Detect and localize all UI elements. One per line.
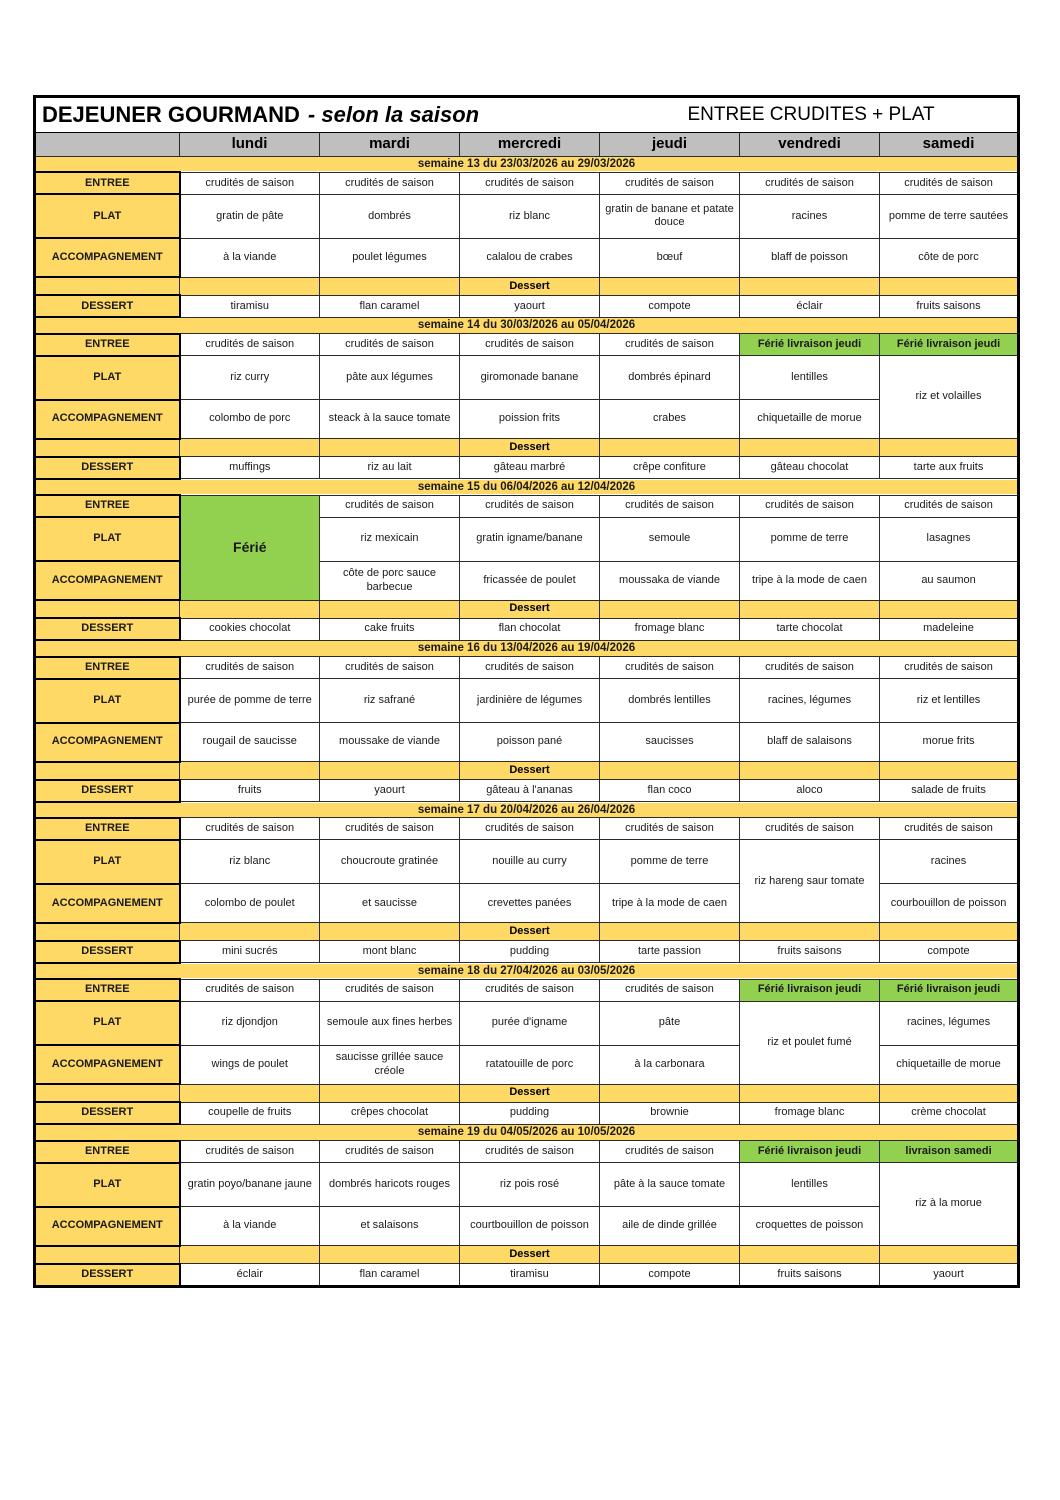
menu-cell: crudités de saison (880, 495, 1019, 517)
dessert-banner-cell (320, 1246, 460, 1264)
menu-cell: blaff de salaisons (740, 723, 880, 762)
dessert-banner-cell (320, 439, 460, 457)
menu-cell: colombo de porc (180, 400, 320, 439)
menu-cell: pomme de terre sautées (880, 194, 1019, 238)
dessert-banner-cell (35, 439, 180, 457)
row-label-dessert: DESSERT (35, 457, 180, 479)
menu-cell: flan caramel (320, 295, 460, 317)
menu-cell: crudités de saison (600, 657, 740, 679)
menu-cell: cookies chocolat (180, 618, 320, 640)
menu-cell: riz safrané (320, 679, 460, 723)
day-header-samedi: samedi (880, 133, 1019, 157)
menu-row-accompagnement (35, 723, 1019, 762)
menu-cell: crudités de saison (460, 334, 600, 356)
menu-cell: tarte aux fruits (880, 457, 1019, 479)
menu-row-dessert_banner (35, 1246, 1019, 1264)
menu-row-dessert (35, 457, 1019, 479)
day-header-lundi: lundi (180, 133, 320, 157)
dessert-banner-cell (740, 600, 880, 618)
row-label-accompagnement: ACCOMPAGNEMENT (35, 238, 180, 277)
menu-cell: crudités de saison (180, 818, 320, 840)
dessert-banner-cell (600, 439, 740, 457)
dessert-banner-cell (180, 1246, 320, 1264)
dessert-banner-cell (180, 923, 320, 941)
dessert-banner-cell (35, 600, 180, 618)
menu-cell: aloco (740, 780, 880, 802)
menu-row-accompagnement (35, 1207, 1019, 1246)
menu-row-plat (35, 1001, 1019, 1045)
menu-cell: lentilles (740, 356, 880, 400)
menu-cell: chiquetaille de morue (740, 400, 880, 439)
menu-cell: et saucisse (320, 884, 460, 923)
menu-cell: riz et volailles (880, 356, 1019, 439)
menu-cell: gâteau à l'ananas (460, 780, 600, 802)
menu-row-entree (35, 334, 1019, 356)
week-banner-row (35, 640, 1019, 656)
menu-cell: yaourt (460, 295, 600, 317)
menu-cell: riz pois rosé (460, 1163, 600, 1207)
menu-row-dessert (35, 1264, 1019, 1287)
menu-row-accompagnement (35, 238, 1019, 277)
week-banner: semaine 15 du 06/04/2026 au 12/04/2026 (35, 479, 1019, 495)
menu-cell: crêpes chocolat (320, 1102, 460, 1124)
menu-cell: riz blanc (180, 840, 320, 884)
menu-cell: à la carbonara (600, 1045, 740, 1084)
row-label-entree: ENTREE (35, 818, 180, 840)
menu-cell: crudités de saison (600, 334, 740, 356)
row-label-accompagnement: ACCOMPAGNEMENT (35, 1045, 180, 1084)
menu-row-accompagnement (35, 400, 1019, 439)
menu-cell: saucisse grillée sauce créole (320, 1045, 460, 1084)
menu-cell: crudités de saison (600, 818, 740, 840)
menu-cell: compote (880, 941, 1019, 963)
row-label-entree: ENTREE (35, 334, 180, 356)
menu-cell: madeleine (880, 618, 1019, 640)
dessert-banner-cell (320, 923, 460, 941)
menu-cell: crudités de saison (740, 818, 880, 840)
menu-cell: tripe à la mode de caen (600, 884, 740, 923)
menu-cell: calalou de crabes (460, 238, 600, 277)
dessert-banner-cell (35, 1246, 180, 1264)
menu-cell: bœuf (600, 238, 740, 277)
dessert-banner-cell (740, 762, 880, 780)
menu-cell: nouille au curry (460, 840, 600, 884)
menu-cell: croquettes de poisson (740, 1207, 880, 1246)
menu-cell: brownie (600, 1102, 740, 1124)
menu-cell: fruits saisons (740, 941, 880, 963)
menu-cell: crevettes panées (460, 884, 600, 923)
dessert-banner-label: Dessert (460, 439, 600, 457)
menu-row-dessert (35, 780, 1019, 802)
menu-cell: salade de fruits (880, 780, 1019, 802)
menu-cell: riz hareng saur tomate (740, 840, 880, 923)
menu-cell: fricassée de poulet (460, 561, 600, 600)
row-label-plat: PLAT (35, 679, 180, 723)
menu-cell: crudités de saison (460, 979, 600, 1001)
dessert-banner-cell (880, 1246, 1019, 1264)
menu-cell: courbouillon de poisson (880, 884, 1019, 923)
dessert-banner-cell (880, 277, 1019, 295)
menu-row-entree (35, 979, 1019, 1001)
menu-cell: compote (600, 1264, 740, 1287)
menu-cell: lasagnes (880, 517, 1019, 561)
menu-row-plat (35, 1163, 1019, 1207)
menu-cell: riz djondjon (180, 1001, 320, 1045)
dessert-banner-cell (180, 600, 320, 618)
week-banner: semaine 14 du 30/03/2026 au 05/04/2026 (35, 317, 1019, 333)
menu-cell: crudités de saison (880, 657, 1019, 679)
dessert-banner-cell (880, 1084, 1019, 1102)
menu-cell: pomme de terre (740, 517, 880, 561)
row-label-dessert: DESSERT (35, 1264, 180, 1287)
dessert-banner-cell (600, 600, 740, 618)
menu-cell: chiquetaille de morue (880, 1045, 1019, 1084)
menu-cell: crudités de saison (600, 495, 740, 517)
dessert-banner-cell (35, 1084, 180, 1102)
dessert-banner-cell (740, 277, 880, 295)
menu-cell: crudités de saison (460, 657, 600, 679)
menu-cell: crudités de saison (600, 979, 740, 1001)
menu-cell: purée de pomme de terre (180, 679, 320, 723)
menu-cell: cake fruits (320, 618, 460, 640)
menu-cell: crudités de saison (320, 657, 460, 679)
menu-cell: fromage blanc (600, 618, 740, 640)
row-label-accompagnement: ACCOMPAGNEMENT (35, 400, 180, 439)
menu-cell: pâte (600, 1001, 740, 1045)
row-label-plat: PLAT (35, 1001, 180, 1045)
day-header-vendredi: vendredi (740, 133, 880, 157)
menu-row-dessert_banner (35, 923, 1019, 941)
row-label-accompagnement: ACCOMPAGNEMENT (35, 723, 180, 762)
title-row (35, 97, 1019, 133)
menu-cell: crudités de saison (180, 1141, 320, 1163)
menu-cell: lentilles (740, 1163, 880, 1207)
menu-row-entree (35, 818, 1019, 840)
menu-cell: fruits saisons (880, 295, 1019, 317)
menu-cell: mont blanc (320, 941, 460, 963)
menu-cell: flan caramel (320, 1264, 460, 1287)
dessert-banner-cell (740, 1246, 880, 1264)
dessert-banner-cell (880, 762, 1019, 780)
menu-row-entree (35, 1141, 1019, 1163)
menu-cell: pâte à la sauce tomate (600, 1163, 740, 1207)
header-right-label: ENTREE CRUDITES + PLAT (687, 104, 935, 126)
menu-cell: semoule (600, 517, 740, 561)
menu-cell: yaourt (320, 780, 460, 802)
menu-cell: à la viande (180, 1207, 320, 1246)
menu-cell: fromage blanc (740, 1102, 880, 1124)
week-banner-row (35, 317, 1019, 333)
menu-cell: riz curry (180, 356, 320, 400)
dessert-banner-cell (320, 762, 460, 780)
menu-cell: crudités de saison (460, 495, 600, 517)
day-header-mercredi: mercredi (460, 133, 600, 157)
menu-cell: semoule aux fines herbes (320, 1001, 460, 1045)
row-label-plat: PLAT (35, 194, 180, 238)
menu-cell: pomme de terre (600, 840, 740, 884)
menu-cell: gratin poyo/banane jaune (180, 1163, 320, 1207)
row-label-accompagnement: ACCOMPAGNEMENT (35, 561, 180, 600)
row-label-plat: PLAT (35, 1163, 180, 1207)
menu-cell: racines, légumes (740, 679, 880, 723)
menu-cell: gâteau marbré (460, 457, 600, 479)
menu-cell: gratin de banane et patate douce (600, 194, 740, 238)
page-title: DEJEUNER GOURMAND (42, 102, 300, 128)
menu-cell: compote (600, 295, 740, 317)
menu-cell: steack à la sauce tomate (320, 400, 460, 439)
menu-cell: moussake de viande (320, 723, 460, 762)
menu-cell: riz mexicain (320, 517, 460, 561)
dessert-banner-cell (600, 762, 740, 780)
dessert-banner-cell (880, 600, 1019, 618)
row-label-entree: ENTREE (35, 172, 180, 194)
menu-cell: crabes (600, 400, 740, 439)
menu-cell: tiramisu (460, 1264, 600, 1287)
menu-cell: crudités de saison (740, 495, 880, 517)
menu-cell: crudités de saison (180, 172, 320, 194)
dessert-banner-cell (180, 277, 320, 295)
menu-cell: blaff de poisson (740, 238, 880, 277)
menu-cell: saucisses (600, 723, 740, 762)
week-banner: semaine 13 du 23/03/2026 au 29/03/2026 (35, 157, 1019, 173)
menu-cell: pudding (460, 941, 600, 963)
week-banner: semaine 16 du 13/04/2026 au 19/04/2026 (35, 640, 1019, 656)
menu-cell: à la viande (180, 238, 320, 277)
menu-cell: ratatouille de porc (460, 1045, 600, 1084)
menu-cell: dombrés (320, 194, 460, 238)
row-label-plat: PLAT (35, 356, 180, 400)
ferie-cell: Férié livraison jeudi (740, 334, 880, 356)
menu-body (35, 157, 1019, 1287)
row-label-entree: ENTREE (35, 979, 180, 1001)
ferie-cell: Férié livraison jeudi (740, 1141, 880, 1163)
day-header-row (35, 133, 1019, 157)
dessert-banner-cell (35, 762, 180, 780)
menu-cell: racines (740, 194, 880, 238)
dessert-banner-label: Dessert (460, 600, 600, 618)
week-banner-row (35, 963, 1019, 979)
row-label-dessert: DESSERT (35, 295, 180, 317)
menu-cell: crudités de saison (180, 657, 320, 679)
row-label-accompagnement: ACCOMPAGNEMENT (35, 884, 180, 923)
menu-cell: riz et lentilles (880, 679, 1019, 723)
menu-cell: colombo de poulet (180, 884, 320, 923)
week-banner: semaine 19 du 04/05/2026 au 10/05/2026 (35, 1124, 1019, 1140)
menu-cell: riz et poulet fumé (740, 1001, 880, 1084)
menu-cell: crudités de saison (880, 818, 1019, 840)
menu-row-entree (35, 172, 1019, 194)
day-header-empty (35, 133, 180, 157)
day-header-mardi: mardi (320, 133, 460, 157)
week-banner: semaine 17 du 20/04/2026 au 26/04/2026 (35, 802, 1019, 818)
dessert-banner-cell (35, 277, 180, 295)
menu-cell: fruits (180, 780, 320, 802)
week-banner-row (35, 157, 1019, 173)
page-subtitle: - selon la saison (307, 102, 480, 128)
menu-cell: tripe à la mode de caen (740, 561, 880, 600)
ferie-cell: Férié (180, 495, 320, 600)
week-banner: semaine 18 du 27/04/2026 au 03/05/2026 (35, 963, 1019, 979)
menu-cell: dombrés épinard (600, 356, 740, 400)
title-cell (35, 97, 1019, 133)
dessert-banner-cell (740, 439, 880, 457)
menu-row-dessert (35, 618, 1019, 640)
menu-cell: crudités de saison (460, 1141, 600, 1163)
menu-cell: crudités de saison (320, 979, 460, 1001)
dessert-banner-label: Dessert (460, 923, 600, 941)
row-label-accompagnement: ACCOMPAGNEMENT (35, 1207, 180, 1246)
menu-row-dessert (35, 1102, 1019, 1124)
menu-cell: wings de poulet (180, 1045, 320, 1084)
menu-cell: yaourt (880, 1264, 1019, 1287)
row-label-dessert: DESSERT (35, 780, 180, 802)
dessert-banner-label: Dessert (460, 1246, 600, 1264)
menu-cell: coupelle de fruits (180, 1102, 320, 1124)
row-label-dessert: DESSERT (35, 618, 180, 640)
menu-cell: fruits saisons (740, 1264, 880, 1287)
menu-row-plat (35, 840, 1019, 884)
menu-cell: gratin igname/banane (460, 517, 600, 561)
menu-row-plat (35, 356, 1019, 400)
row-label-dessert: DESSERT (35, 1102, 180, 1124)
menu-cell: crudités de saison (320, 495, 460, 517)
menu-row-dessert_banner (35, 762, 1019, 780)
menu-cell: purée d'igname (460, 1001, 600, 1045)
row-label-entree: ENTREE (35, 495, 180, 517)
menu-cell: racines (880, 840, 1019, 884)
menu-cell: flan coco (600, 780, 740, 802)
menu-cell: mini sucrés (180, 941, 320, 963)
menu-cell: côte de porc sauce barbecue (320, 561, 460, 600)
row-label-entree: ENTREE (35, 1141, 180, 1163)
dessert-banner-cell (35, 923, 180, 941)
day-header-jeudi: jeudi (600, 133, 740, 157)
dessert-banner-cell (600, 277, 740, 295)
menu-cell: riz au lait (320, 457, 460, 479)
dessert-banner-cell (740, 923, 880, 941)
week-banner-row (35, 802, 1019, 818)
menu-row-entree (35, 657, 1019, 679)
menu-row-dessert (35, 941, 1019, 963)
menu-cell: giromonade banane (460, 356, 600, 400)
menu-row-dessert_banner (35, 1084, 1019, 1102)
menu-cell: éclair (740, 295, 880, 317)
menu-cell: flan chocolat (460, 618, 600, 640)
ferie-cell: Férié livraison jeudi (740, 979, 880, 1001)
menu-cell: choucroute gratinée (320, 840, 460, 884)
menu-table (33, 95, 1020, 1288)
row-label-dessert: DESSERT (35, 941, 180, 963)
menu-cell: gratin de pâte (180, 194, 320, 238)
menu-row-dessert_banner (35, 277, 1019, 295)
menu-cell: crudités de saison (600, 1141, 740, 1163)
menu-cell: muffings (180, 457, 320, 479)
menu-cell: crudités de saison (740, 657, 880, 679)
menu-cell: éclair (180, 1264, 320, 1287)
menu-cell: dombrés haricots rouges (320, 1163, 460, 1207)
menu-cell: aile de dinde grillée (600, 1207, 740, 1246)
dessert-banner-label: Dessert (460, 1084, 600, 1102)
menu-row-plat (35, 194, 1019, 238)
dessert-banner-cell (600, 923, 740, 941)
menu-cell: tiramisu (180, 295, 320, 317)
menu-row-dessert (35, 295, 1019, 317)
menu-cell: crudités de saison (180, 334, 320, 356)
menu-cell: riz blanc (460, 194, 600, 238)
dessert-banner-label: Dessert (460, 277, 600, 295)
dessert-banner-cell (180, 1084, 320, 1102)
menu-cell: tarte chocolat (740, 618, 880, 640)
menu-cell: crudités de saison (320, 172, 460, 194)
menu-cell: tarte passion (600, 941, 740, 963)
dessert-banner-cell (600, 1246, 740, 1264)
dessert-banner-cell (880, 923, 1019, 941)
menu-cell: pâte aux légumes (320, 356, 460, 400)
week-banner-row (35, 1124, 1019, 1140)
menu-cell: jardinière de légumes (460, 679, 600, 723)
ferie-cell: Férié livraison jeudi (880, 979, 1019, 1001)
row-label-entree: ENTREE (35, 657, 180, 679)
menu-cell: pudding (460, 1102, 600, 1124)
row-label-plat: PLAT (35, 517, 180, 561)
row-label-plat: PLAT (35, 840, 180, 884)
ferie-cell: livraison samedi (880, 1141, 1019, 1163)
menu-cell: crudités de saison (180, 979, 320, 1001)
menu-cell: poission frits (460, 400, 600, 439)
menu-row-entree (35, 495, 1019, 517)
menu-cell: courtbouillon de poisson (460, 1207, 600, 1246)
dessert-banner-cell (600, 1084, 740, 1102)
menu-cell: racines, légumes (880, 1001, 1019, 1045)
dessert-banner-cell (320, 1084, 460, 1102)
menu-cell: crudités de saison (460, 172, 600, 194)
dessert-banner-cell (740, 1084, 880, 1102)
dessert-banner-cell (180, 762, 320, 780)
menu-cell: crudités de saison (320, 818, 460, 840)
dessert-banner-label: Dessert (460, 762, 600, 780)
menu-cell: poulet légumes (320, 238, 460, 277)
menu-cell: dombrés lentilles (600, 679, 740, 723)
dessert-banner-cell (320, 600, 460, 618)
menu-cell: crudités de saison (740, 172, 880, 194)
menu-cell: poisson pané (460, 723, 600, 762)
menu-cell: riz à la morue (880, 1163, 1019, 1246)
dessert-banner-cell (320, 277, 460, 295)
menu-cell: rougail de saucisse (180, 723, 320, 762)
menu-cell: moussaka de viande (600, 561, 740, 600)
ferie-cell: Férié livraison jeudi (880, 334, 1019, 356)
menu-cell: crudités de saison (880, 172, 1019, 194)
menu-cell: crudités de saison (600, 172, 740, 194)
menu-cell: gâteau chocolat (740, 457, 880, 479)
menu-row-dessert_banner (35, 600, 1019, 618)
menu-cell: côte de porc (880, 238, 1019, 277)
menu-cell: crème chocolat (880, 1102, 1019, 1124)
menu-cell: morue frits (880, 723, 1019, 762)
menu-row-dessert_banner (35, 439, 1019, 457)
menu-cell: et salaisons (320, 1207, 460, 1246)
menu-cell: crudités de saison (320, 334, 460, 356)
week-banner-row (35, 479, 1019, 495)
menu-cell: crêpe confiture (600, 457, 740, 479)
dessert-banner-cell (180, 439, 320, 457)
dessert-banner-cell (880, 439, 1019, 457)
menu-row-plat (35, 679, 1019, 723)
menu-cell: au saumon (880, 561, 1019, 600)
menu-cell: crudités de saison (320, 1141, 460, 1163)
menu-cell: crudités de saison (460, 818, 600, 840)
